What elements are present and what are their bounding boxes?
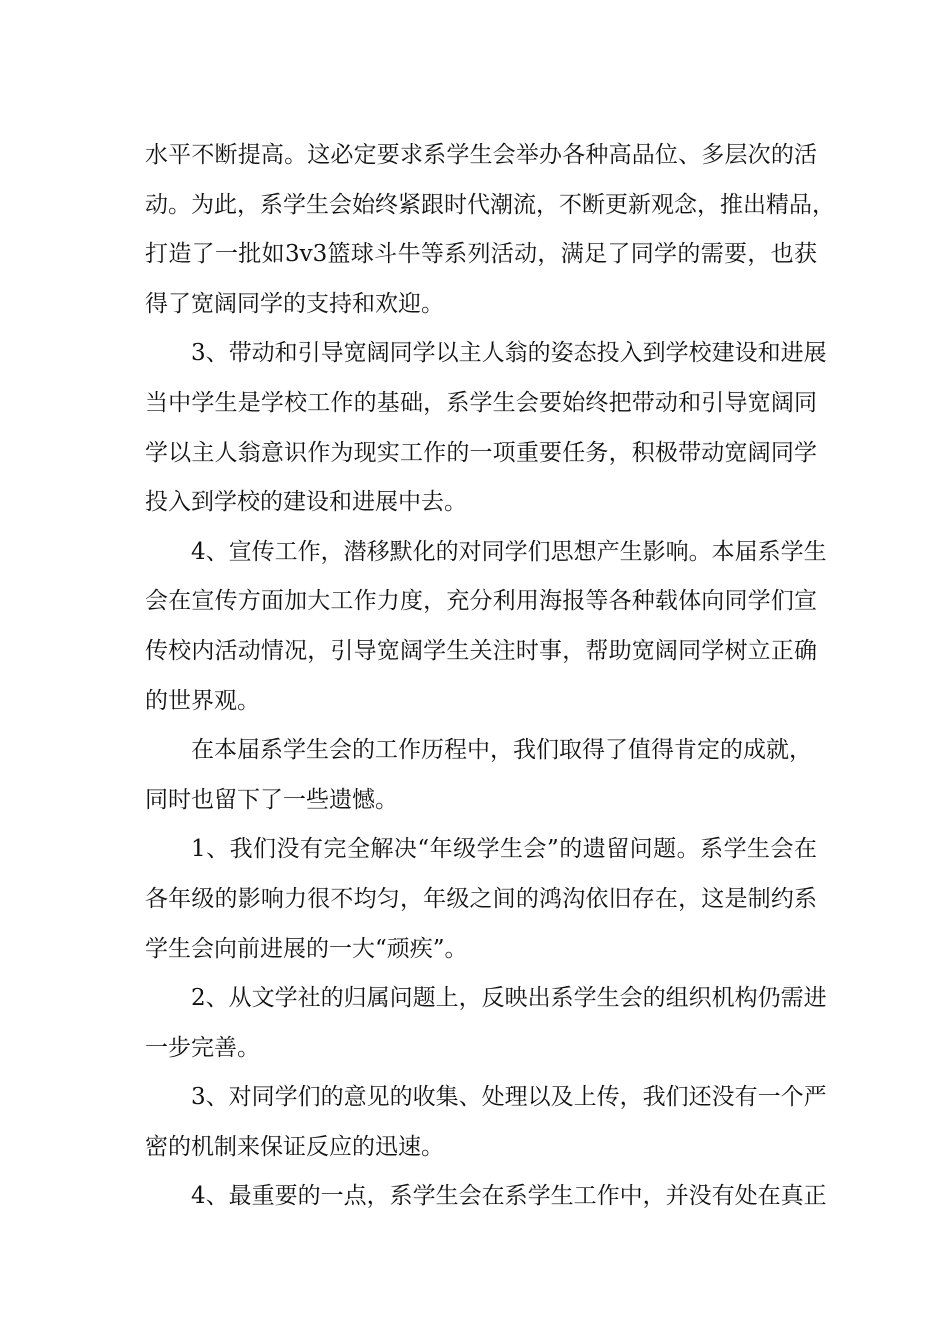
text-line: 学以主人翁意识作为现实工作的一项重要任务，积极带动宽阔同学	[145, 439, 817, 466]
text-line: 同时也留下了一些遗憾。	[145, 786, 398, 813]
text-line: 各年级的影响力很不均匀，年级之间的鸿沟依旧存在，这是制约系	[145, 885, 817, 912]
text-line: 水平不断提高。这必定要求系学生会举办各种高品位、多层次的活	[145, 142, 817, 168]
text-line: 一步完善。	[145, 1034, 260, 1061]
text-line: 3、带动和引导宽阔同学以主人翁的姿态投入到学校建设和进展	[191, 340, 827, 367]
text-line: 4、宣传工作，潜移默化的对同学们思想产生影响。本届系学生	[191, 538, 827, 565]
document-body	[145, 131, 835, 1222]
text-line: 得了宽阔同学的支持和欢迎。	[145, 290, 444, 317]
text-line: 4、最重要的一点，系学生会在系学生工作中，并没有处在真正	[191, 1183, 827, 1210]
text-line: 在本届系学生会的工作历程中，我们取得了值得肯定的成就，	[191, 737, 812, 764]
text-line: 动。为此，系学生会始终紧跟时代潮流，不断更新观念，推出精品，	[145, 191, 835, 218]
text-line: 会在宣传方面加大工作力度，充分利用海报等各种载体向同学们宣	[145, 588, 817, 615]
text-line: 2、从文学社的归属问题上，反映出系学生会的组织机构仍需进	[191, 985, 827, 1012]
text-line: 传校内活动情况，引导宽阔学生关注时事，帮助宽阔同学树立正确	[145, 637, 817, 664]
text-line: 1、我们没有完全解决“年级学生会”的遗留问题。系学生会在	[191, 836, 817, 863]
text-line: 投入到学校的建设和进展中去。	[145, 489, 467, 516]
text-line: 的世界观。	[145, 687, 260, 714]
text-line: 打造了一批如3v3篮球斗牛等系列活动，满足了同学的需要，也获	[145, 241, 817, 268]
text-line: 密的机制来保证反应的迅速。	[145, 1133, 444, 1160]
text-line: 当中学生是学校工作的基础，系学生会要始终把带动和引导宽阔同	[145, 389, 817, 416]
text-line: 学生会向前进展的一大“顽疾”。	[145, 935, 468, 962]
text-line: 3、对同学们的意见的收集、处理以及上传，我们还没有一个严	[191, 1084, 827, 1111]
